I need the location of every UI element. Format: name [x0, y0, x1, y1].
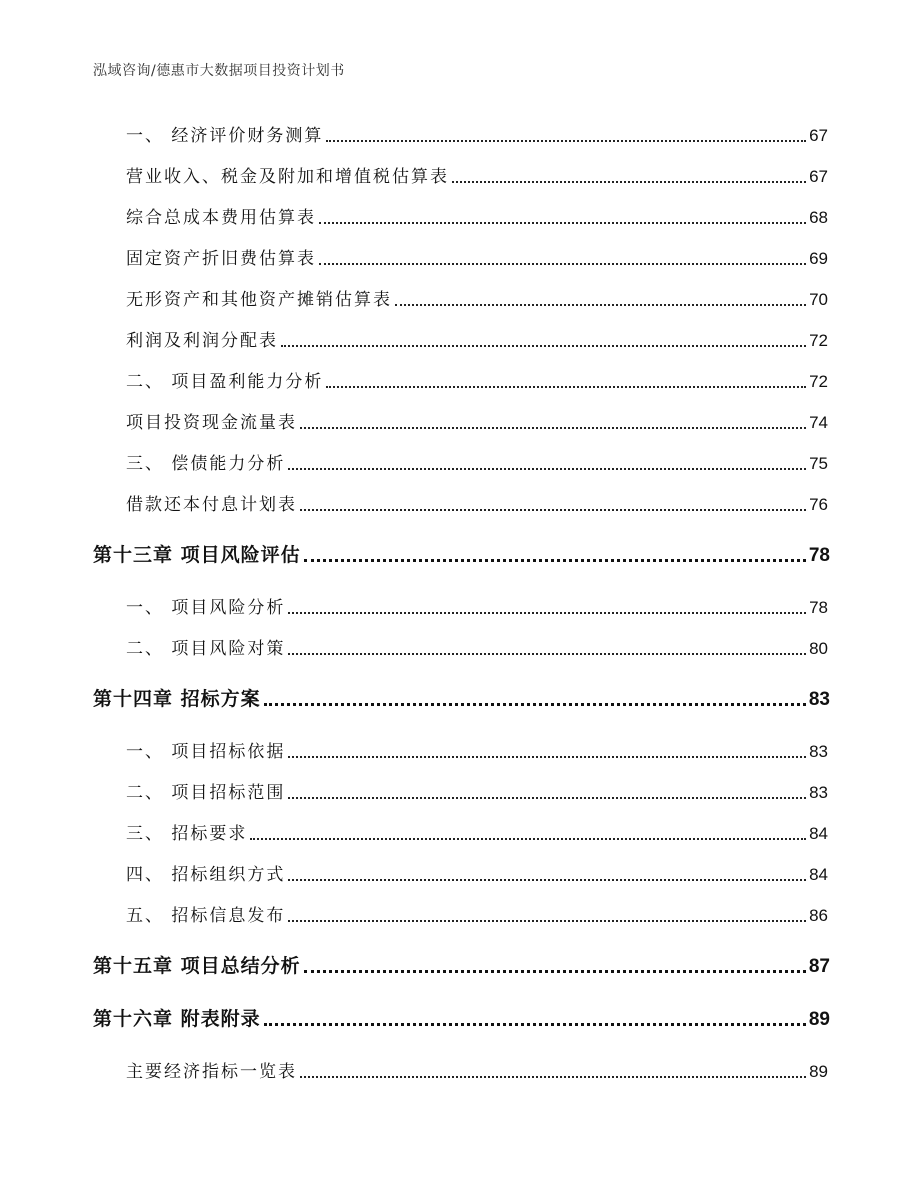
- toc-entry[interactable]: [126, 902, 828, 926]
- toc-entry-title: 综合总成本费用估算表: [126, 208, 316, 228]
- toc-leader-dots: [288, 780, 806, 799]
- toc-leader-dots: [300, 492, 806, 511]
- toc-entry-page: 80: [809, 639, 828, 658]
- toc-chapter-page: 87: [808, 956, 830, 977]
- toc-chapter-title: 第十五章 项目总结分析: [93, 955, 301, 977]
- toc-chapter-title: 第十三章 项目风险评估: [93, 544, 301, 566]
- toc-entry-title: 二、 项目风险对策: [126, 639, 286, 659]
- toc-leader-dots: [288, 739, 806, 758]
- toc-leader-dots: [288, 636, 806, 655]
- toc-entry[interactable]: [126, 779, 828, 803]
- toc-chapter-page: 83: [808, 689, 830, 710]
- toc-entry-page: 83: [809, 783, 828, 802]
- toc-entry-title: 项目投资现金流量表: [126, 413, 297, 433]
- toc-entry-page: 86: [809, 906, 828, 925]
- running-header: 泓域咨询/德惠市大数据项目投资计划书: [93, 63, 345, 79]
- toc-chapter-title: 第十六章 附表附录: [93, 1008, 261, 1030]
- toc-entry-title: 三、 招标要求: [126, 824, 248, 844]
- toc-entry[interactable]: [126, 450, 828, 474]
- toc-entry-title: 固定资产折旧费估算表: [126, 249, 316, 269]
- toc-leader-dots: [264, 1004, 806, 1026]
- toc-entry-title: 二、 项目招标范围: [126, 783, 286, 803]
- toc-entry-title: 无形资产和其他资产摊销估算表: [126, 290, 392, 310]
- toc-entry-title: 四、 招标组织方式: [126, 865, 286, 885]
- toc-entry-page: 83: [809, 742, 828, 761]
- toc-leader-dots: [300, 410, 806, 429]
- toc-leader-dots: [304, 951, 806, 973]
- toc-entry[interactable]: [126, 163, 828, 187]
- toc-leader-dots: [288, 862, 806, 881]
- toc-chapter-page: 78: [808, 545, 830, 566]
- toc-chapter-entry[interactable]: [93, 685, 830, 711]
- toc-leader-dots: [300, 1059, 806, 1078]
- toc-entry-title: 三、 偿债能力分析: [126, 454, 286, 474]
- toc-entry-page: 67: [809, 126, 828, 145]
- toc-leader-dots: [304, 540, 806, 562]
- toc-leader-dots: [326, 123, 806, 142]
- toc-entry-title: 一、 项目招标依据: [126, 742, 286, 762]
- toc-leader-dots: [395, 287, 806, 306]
- toc-entry-title: 一、 项目风险分析: [126, 598, 286, 618]
- toc-entry-title: 营业收入、税金及附加和增值税估算表: [126, 167, 449, 187]
- toc-leader-dots: [319, 205, 806, 224]
- toc-entry[interactable]: [126, 409, 828, 433]
- toc-leader-dots: [452, 164, 806, 183]
- toc-leader-dots: [250, 821, 806, 840]
- toc-entry[interactable]: [126, 122, 828, 146]
- toc-entry[interactable]: [126, 738, 828, 762]
- toc-leader-dots: [288, 451, 806, 470]
- toc-entry-page: 74: [809, 413, 828, 432]
- toc-entry[interactable]: [126, 1058, 828, 1082]
- toc-entry-page: 69: [809, 249, 828, 268]
- toc-entry[interactable]: [126, 491, 828, 515]
- toc-leader-dots: [288, 903, 806, 922]
- toc-entry-page: 89: [809, 1062, 828, 1081]
- toc-entry-page: 72: [809, 372, 828, 391]
- toc-entry[interactable]: [126, 368, 828, 392]
- toc-entry-page: 78: [809, 598, 828, 617]
- toc-chapter-entry[interactable]: [93, 1005, 830, 1031]
- toc-leader-dots: [319, 246, 806, 265]
- toc-entry-page: 84: [809, 865, 828, 884]
- toc-leader-dots: [326, 369, 806, 388]
- toc-leader-dots: [264, 684, 806, 706]
- toc-entry-title: 借款还本付息计划表: [126, 495, 297, 515]
- toc-entry-page: 76: [809, 495, 828, 514]
- toc-entry-title: 二、 项目盈利能力分析: [126, 372, 324, 392]
- toc-entry[interactable]: [126, 204, 828, 228]
- toc-entry[interactable]: [126, 861, 828, 885]
- toc-chapter-entry[interactable]: [93, 541, 830, 567]
- toc-entry-title: 五、 招标信息发布: [126, 906, 286, 926]
- toc-entry[interactable]: [126, 286, 828, 310]
- toc-entry-page: 84: [809, 824, 828, 843]
- toc-entry[interactable]: [126, 327, 828, 351]
- toc-leader-dots: [288, 595, 806, 614]
- toc-entry-page: 72: [809, 331, 828, 350]
- toc-entry-title: 主要经济指标一览表: [126, 1062, 297, 1082]
- toc-chapter-entry[interactable]: [93, 952, 830, 978]
- toc-entry[interactable]: [126, 594, 828, 618]
- toc-entry-page: 70: [809, 290, 828, 309]
- toc-entry[interactable]: [126, 820, 828, 844]
- toc-entry-page: 67: [809, 167, 828, 186]
- toc-entry-title: 一、 经济评价财务测算: [126, 126, 324, 146]
- toc-entry-title: 利润及利润分配表: [126, 331, 278, 351]
- toc-entry-page: 75: [809, 454, 828, 473]
- toc-chapter-title: 第十四章 招标方案: [93, 688, 261, 710]
- toc-entry-page: 68: [809, 208, 828, 227]
- toc-leader-dots: [281, 328, 806, 347]
- toc-entry[interactable]: [126, 635, 828, 659]
- toc-chapter-page: 89: [808, 1009, 830, 1030]
- toc-entry[interactable]: [126, 245, 828, 269]
